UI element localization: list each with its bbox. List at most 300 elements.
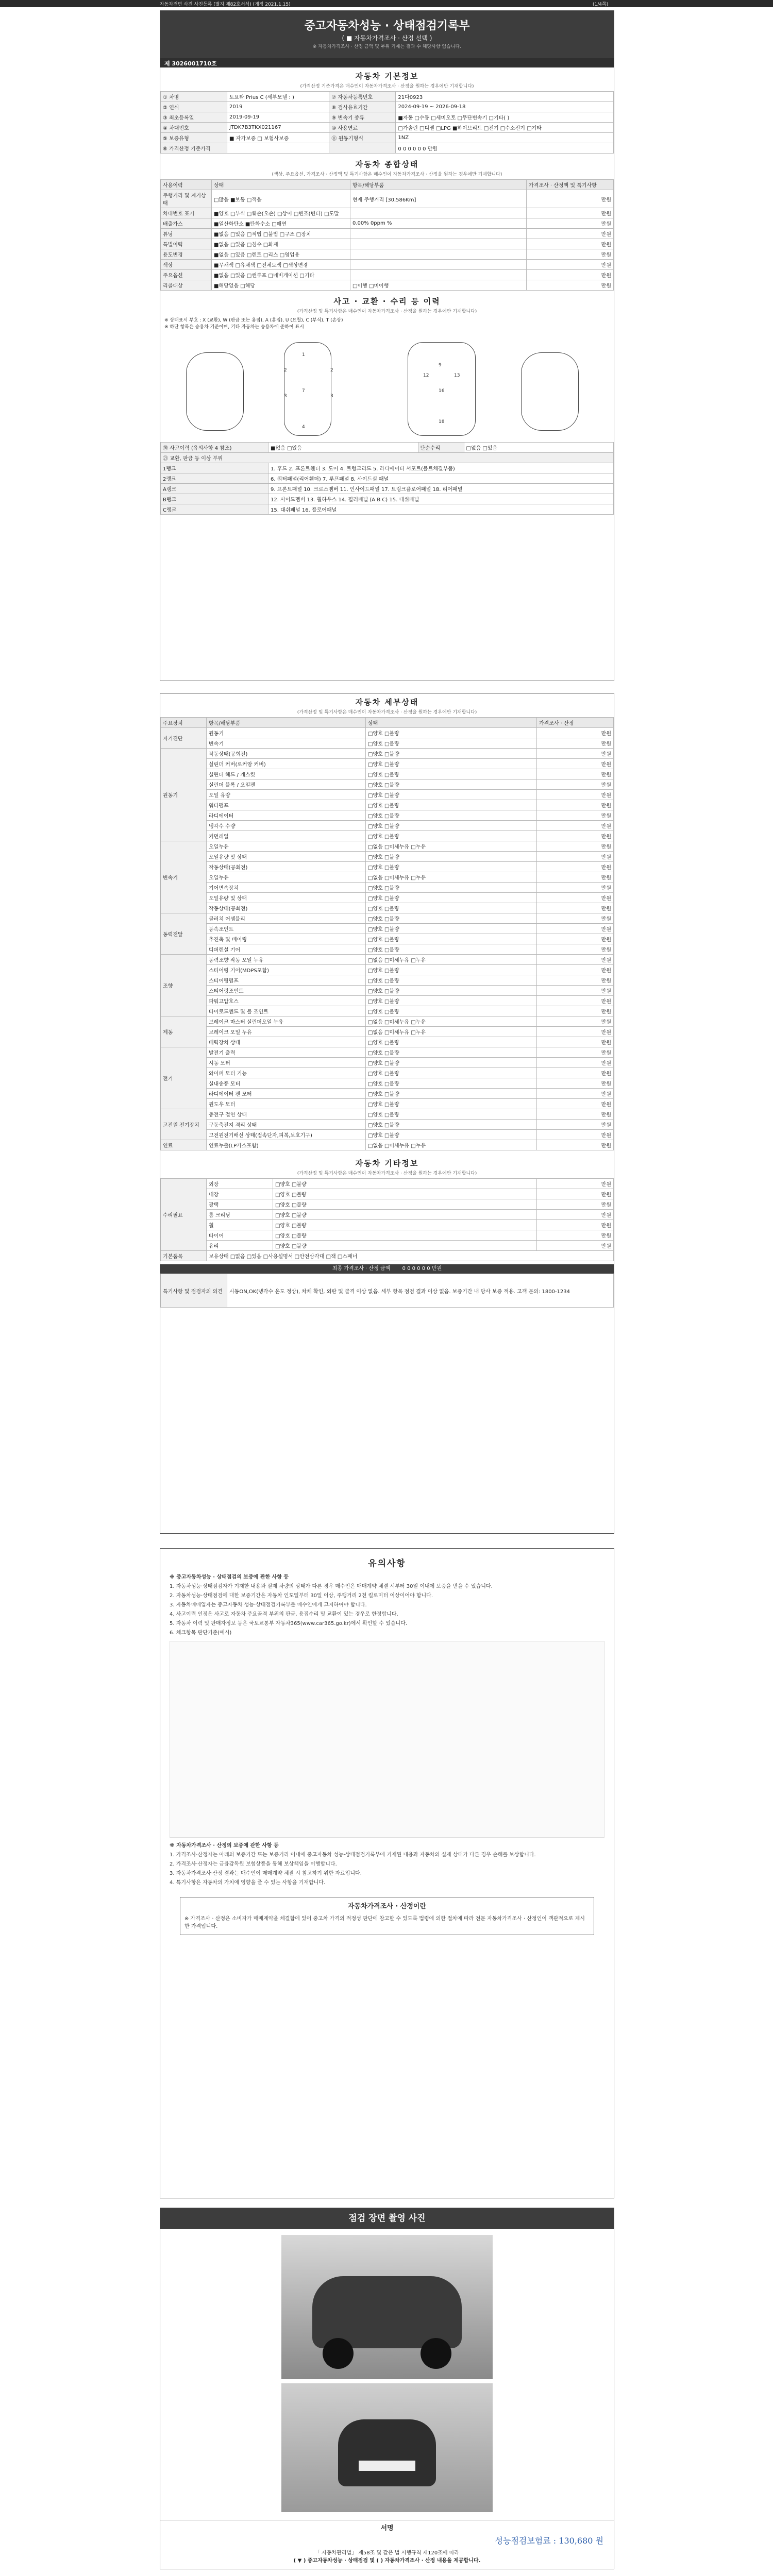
overall-label: 튜닝	[161, 229, 212, 239]
insurance-fee: 성능점검보험료 : 130,680 원	[495, 2536, 603, 2546]
detail-status: □양호 □불량	[366, 1120, 537, 1130]
etc-price: 만원	[537, 1199, 614, 1210]
overall-label: 배출가스	[161, 218, 212, 229]
accident-legend-2: ※ 하단 항목은 승용차 기준이며, 기타 자동차는 승용차에 준하여 표시	[164, 325, 304, 330]
detail-item: 배력장치 상태	[207, 1037, 366, 1047]
basic-label-2: ⑨ 변속기 종류	[329, 112, 396, 123]
etc-price: 만원	[537, 1230, 614, 1241]
basic-value: 2019	[227, 102, 329, 112]
detail-item: 충전구 절연 상태	[207, 1109, 366, 1120]
detail-item: 작동상태(공회전)	[207, 862, 366, 872]
detail-price: 만원	[537, 821, 614, 831]
detail-status: □양호 □불량	[366, 800, 537, 810]
overall-col: 상태	[212, 180, 350, 190]
detail-group: 연료	[161, 1140, 207, 1150]
detail-price: 만원	[537, 1120, 614, 1130]
overall-status: ■없음 □있음 □썬루프 □네비게이션 □기타	[212, 270, 350, 280]
final-sum-value: 0 0 0 0 0 0 만원	[402, 1266, 442, 1272]
basic-value-2: □가솔린 □디젤 □LPG ■하이브리드 □전기 □수소전기 □기타	[396, 123, 614, 133]
overall-status: ■일산화탄소 ■탄화수소 □매연	[212, 218, 350, 229]
overall-item	[350, 260, 527, 270]
detail-price: 만원	[537, 924, 614, 934]
detail-item: 디퍼렌셜 기어	[207, 944, 366, 955]
detail-note: (가격산정 및 특기사항은 매수인이 자동차가격조사 · 산정을 원하는 경우에만 기재합니다)	[297, 710, 477, 715]
detail-price: 만원	[537, 1037, 614, 1047]
car-front-view	[186, 352, 244, 431]
overall-price: 만원	[527, 208, 614, 218]
detail-status: □양호 □불량	[366, 934, 537, 944]
overall-label: 특별이력	[161, 239, 212, 249]
detail-item: 추진축 및 베어링	[207, 934, 366, 944]
detail-price: 만원	[537, 1078, 614, 1089]
detail-item: 냉각수 수량	[207, 821, 366, 831]
overall-item: 현재 주행거리 [30,586Km]	[350, 190, 527, 208]
detail-status: □양호 □불량	[366, 913, 537, 924]
etc-note: (가격산정 및 특기사항은 매수인이 자동차가격조사 · 산정을 원하는 경우에만 기재합니다)	[297, 1171, 477, 1176]
detail-price: 만원	[537, 1099, 614, 1109]
detail-item: 타이로드엔드 및 볼 조인트	[207, 1006, 366, 1016]
detail-status: □양호 □불량	[366, 986, 537, 996]
basic-label-2: ⑧ 검사유효기간	[329, 102, 396, 112]
special-notes-table	[160, 1274, 614, 1308]
detail-item: 등속조인트	[207, 924, 366, 934]
overall-item: □이행 □미이행	[350, 280, 527, 291]
detail-item: 워터펌프	[207, 800, 366, 810]
detail-heading: 자동차 세부상태	[355, 698, 419, 707]
detail-status: □양호 □불량	[366, 1058, 537, 1068]
etc-item: 타이어	[207, 1230, 273, 1241]
price-info-text: ※ 가격조사 · 산정은 소비자가 매매계약을 체결함에 있어 중고차 가격의 적정성 판단에 참고할 수 있도록 법령에 의한 절차에 따라 전문 자동차가격조사 · 산정인이 객관적으로 제시한 가격입니다.	[184, 1916, 585, 1929]
detail-col: 항목/해당부품	[207, 718, 366, 728]
notice-item: 4. 사고이력 인정은 사고로 자동차 주요골격 부위의 판금, 용접수리 및 교환이 있는 경우로 한정합니다.	[170, 1612, 398, 1617]
detail-price: 만원	[537, 872, 614, 883]
etc-price: 만원	[537, 1241, 614, 1251]
basic-value: 토요타 Prius C (세부모델 : )	[227, 92, 329, 102]
simple-repair-value: □없음 □있음	[464, 443, 614, 453]
notice-item: 5. 자동차 이력 및 판매자정보 등은 국토교통부 자동차365(www.car365.go.kr)에서 확인할 수 있습니다.	[170, 1621, 408, 1626]
detail-item: 원동기	[207, 728, 366, 738]
detail-status: □양호 □불량	[366, 1047, 537, 1058]
detail-group: 동력전달	[161, 913, 207, 955]
detail-col: 상태	[366, 718, 537, 728]
etc-item: 외장	[207, 1179, 273, 1189]
detail-group: 자기진단	[161, 728, 207, 749]
detail-item: 스티어링펌프	[207, 975, 366, 986]
car-diagram: 1 2 2 7 3 3 4 9 16 12 13 18	[165, 332, 609, 440]
detail-price: 만원	[537, 1109, 614, 1120]
overall-item	[350, 239, 527, 249]
overall-item	[350, 249, 527, 260]
detail-status: □양호 □불량	[366, 924, 537, 934]
detail-price: 만원	[537, 986, 614, 996]
etc-price: 만원	[537, 1220, 614, 1230]
top-bar	[0, 0, 773, 7]
detail-price: 만원	[537, 1130, 614, 1140]
etc-item: 유리	[207, 1241, 273, 1251]
detail-item: 오일유량 및 상태	[207, 852, 366, 862]
detail-group: 제동	[161, 1016, 207, 1047]
notice-heading: 유의사항	[368, 1558, 406, 1569]
detail-price: 만원	[537, 913, 614, 924]
detail-status: □양호 □불량	[366, 831, 537, 841]
overall-price: 만원	[527, 229, 614, 239]
detail-item: 기어변속장치	[207, 883, 366, 893]
simple-repair-label: 단순수리	[418, 443, 464, 453]
notice-item: 1. 자동차성능·상태점검자가 기재한 내용과 실제 차량의 상태가 다른 경우 매수인은 매매계약 체결 시부터 30일 이내에 보증을 받을 수 있습니다.	[170, 1584, 493, 1589]
notice-subheading-2: ※ 자동차가격조사 · 산정의 보증에 관한 사항 등	[170, 1843, 279, 1849]
overall-price: 만원	[527, 249, 614, 260]
detail-status: □양호 □불량	[366, 996, 537, 1006]
detail-price: 만원	[537, 1006, 614, 1016]
detail-item: 실린더 커버(로커암 커버)	[207, 759, 366, 769]
part-rank: C랭크	[161, 504, 268, 515]
detail-price: 만원	[537, 903, 614, 913]
special-notes-value: 시동ON,OK(냉각수 온도 정상), 차체 확인, 외판 및 골격 이상 없음. 세부 항목 점검 결과 이상 없음. 보증기간 내 당사 보증 적용. 고객 문의: 1800-1234	[227, 1274, 614, 1308]
document-number: 제 3026001710호	[160, 58, 614, 67]
notice-item: 1. 가격조사·산정자는 아래의 보증기간 또는 보증거리 이내에 중고자동차 성능·상태점검기록부에 기재된 내용과 자동차의 실제 상태가 다른 경우 손해를 보상합니다.	[170, 1852, 536, 1858]
detail-item: 브레이크 오일 누유	[207, 1027, 366, 1037]
detail-status: □양호 □불량	[366, 975, 537, 986]
page-4	[160, 2208, 614, 2569]
page-1	[160, 10, 614, 681]
detail-item: 스티어링조인트	[207, 986, 366, 996]
notice-item: 6. 체크항목 판단기준(예시)	[170, 1630, 232, 1636]
detail-price: 만원	[537, 975, 614, 986]
etc-table	[160, 1178, 614, 1261]
detail-status: □없음 □미세누유 □누유	[366, 1016, 537, 1027]
notice-item: 2. 가격조사·산정자는 금융감독원 보험상품을 통해 보상책임을 이행합니다.	[170, 1861, 337, 1867]
detail-group: 변속기	[161, 841, 207, 913]
detail-item: 라디에이터 팬 모터	[207, 1089, 366, 1099]
detail-item: 실내송풍 모터	[207, 1078, 366, 1089]
detail-group: 조향	[161, 955, 207, 1016]
etc-price: 만원	[537, 1210, 614, 1220]
basic-value: JTDK7B3TKX021167	[227, 123, 329, 133]
basic-info-table	[160, 91, 614, 154]
detail-group: 전기	[161, 1047, 207, 1109]
detail-price: 만원	[537, 965, 614, 975]
overall-label: 용도변경	[161, 249, 212, 260]
detail-price: 만원	[537, 831, 614, 841]
overall-col: 항목/해당부품	[350, 180, 527, 190]
notice-item: 4. 특기사항은 자동차의 가치에 영향을 줄 수 있는 사항을 기재합니다.	[170, 1880, 326, 1886]
detail-status: □양호 □불량	[366, 790, 537, 800]
detail-price: 만원	[537, 1016, 614, 1027]
overall-status: ■없음 □있음 □렌트 □리스 □영업용	[212, 249, 350, 260]
detail-status: □양호 □불량	[366, 1078, 537, 1089]
overall-label: 주행거리 및 계기상태	[161, 190, 212, 208]
etc-status: □양호 □불량	[273, 1241, 537, 1251]
detail-price: 만원	[537, 883, 614, 893]
accident-heading: 사고 · 교환 · 수리 등 이력	[333, 297, 441, 306]
overall-price: 만원	[527, 239, 614, 249]
detail-price: 만원	[537, 749, 614, 759]
topbar-right: (1/4쪽)	[593, 2, 609, 7]
notice-subheading: ※ 중고자동차성능 · 상태점검의 보증에 관한 사항 등	[170, 1574, 289, 1580]
detail-item: 실린더 헤드 / 개스킷	[207, 769, 366, 779]
signature-line-1: 「 자동차관리법」 제58조 및 같은 법 시행규칙 제120조에 따라	[314, 2550, 460, 2556]
detail-status: □양호 □불량	[366, 1068, 537, 1078]
overall-item	[350, 270, 527, 280]
detail-price: 만원	[537, 955, 614, 965]
basic-value-2: 1NZ	[396, 133, 614, 143]
detail-status: □양호 □불량	[366, 862, 537, 872]
detail-item: 발전기 출력	[207, 1047, 366, 1058]
etc-status: □양호 □불량	[273, 1220, 537, 1230]
detail-col: 주요장치	[161, 718, 207, 728]
accident-table	[160, 442, 614, 515]
detail-table	[160, 717, 614, 1150]
accident-history-value: ■없음 □있음	[268, 443, 418, 453]
detail-price: 만원	[537, 810, 614, 821]
overall-col: 사용이력	[161, 180, 212, 190]
detail-status: □양호 □불량	[366, 1006, 537, 1016]
notice-item: 2. 자동차성능·상태점검에 대한 보증기간은 자동차 인도일부터 30일 이상, 주행거리 2천 킬로미터 이상이어야 합니다.	[170, 1593, 433, 1599]
accident-history-label: ⑳ 사고이력 (유의사항 4 참조)	[161, 443, 268, 453]
basic-value-2: ■자동 □수동 □세미오토 □무단변속기 □기타( )	[396, 112, 614, 123]
detail-status: □없음 □미세누유 □누유	[366, 955, 537, 965]
topbar-left: 자동차전면 사진 사진등록 (별지 제82호서식) (개정 2021.1.15)	[160, 2, 291, 7]
basic-items-value: 보유상태 □없음 □있음 □사용설명서 □안전삼각대 □잭 □스패너	[207, 1251, 614, 1261]
overall-price: 만원	[527, 280, 614, 291]
detail-price: 만원	[537, 728, 614, 738]
detail-item: 오일유량 및 상태	[207, 893, 366, 903]
detail-status: □양호 □불량	[366, 1089, 537, 1099]
detail-price: 만원	[537, 759, 614, 769]
detail-status: □양호 □불량	[366, 769, 537, 779]
basic-label: ④ 차대번호	[161, 123, 227, 133]
detail-status: □양호 □불량	[366, 965, 537, 975]
detail-item: 파워고압호스	[207, 996, 366, 1006]
price-info-box	[180, 1897, 594, 1935]
document-header	[160, 11, 614, 58]
detail-status: □없음 □미세누유 □누유	[366, 1027, 537, 1037]
basic-label-2	[329, 143, 396, 154]
signature-heading: 서명	[380, 2524, 394, 2532]
detail-item: 오일 유량	[207, 790, 366, 800]
detail-item: 윈도우 모터	[207, 1099, 366, 1109]
overall-status: ■해당없음 □해당	[212, 280, 350, 291]
document-title: 중고자동차성능 · 상태점검기록부	[304, 20, 470, 32]
part-rank: 2랭크	[161, 473, 268, 484]
detail-price: 만원	[537, 862, 614, 872]
detail-price: 만원	[537, 1140, 614, 1150]
final-sum-label: 최종 가격조사 · 산정 금액	[332, 1266, 391, 1272]
final-sum-bar	[160, 1264, 614, 1274]
overall-status: ■없음 □있음 □침수 □화재	[212, 239, 350, 249]
etc-heading: 자동차 기타정보	[355, 1159, 419, 1168]
detail-price: 만원	[537, 1027, 614, 1037]
signature-line-2: ( ▼ ) 중고자동차성능 · 상태점검 및 ( ) 자동차가격조사 · 산정 내용을 제공합니다.	[293, 2558, 481, 2564]
part-items: 15. 대쉬패널 16. 플로어패널	[268, 504, 614, 515]
page-2	[160, 693, 614, 1534]
part-rank: B랭크	[161, 494, 268, 504]
price-info-title: 자동차가격조사 · 산정이란	[347, 1903, 427, 1910]
part-rank: 1랭크	[161, 463, 268, 473]
basic-label: ⑥ 가격산정 기준가격	[161, 143, 227, 154]
notice-item: 3. 자동차매매업자는 중고자동차 성능·상태점검기록부를 매수인에게 고지하여야 합니다.	[170, 1602, 367, 1608]
repair-needed-label: 수리필요	[161, 1179, 207, 1251]
detail-price: 만원	[537, 934, 614, 944]
basic-label-2: ⑩ 사용연료	[329, 123, 396, 133]
detail-item: 스티어링 기어(MDPS포함)	[207, 965, 366, 975]
basic-value	[227, 143, 329, 154]
etc-item: 휠	[207, 1220, 273, 1230]
detail-status: □양호 □불량	[366, 759, 537, 769]
document-subtitle: ( ■ 자동차가격조사 · 산정 선택 )	[342, 35, 432, 42]
detail-item: 오일누유	[207, 841, 366, 852]
overall-col: 가격조사 · 산정액 및 특기사항	[527, 180, 614, 190]
basic-value-2: 21다0923	[396, 92, 614, 102]
part-items: 9. 프론트패널 10. 크로스멤버 11. 인사이드패널 17. 트렁크플로어패널 18. 리어패널	[268, 484, 614, 494]
detail-status: □양호 □불량	[366, 779, 537, 790]
detail-price: 만원	[537, 1047, 614, 1058]
inspection-photo-2	[281, 2383, 493, 2512]
overall-note: (색상, 주요옵션, 가격조사 · 산정액 및 특기사항은 매수인이 자동차가격조사 · 산정을 원하는 경우에만 기재합니다)	[272, 172, 502, 177]
basic-label-2: ⑦ 자동차등록번호	[329, 92, 396, 102]
detail-item: 시동 모터	[207, 1058, 366, 1068]
detail-status: □양호 □불량	[366, 903, 537, 913]
page-3	[160, 1548, 614, 2198]
overall-label: 주요옵션	[161, 270, 212, 280]
detail-status: □양호 □불량	[366, 1099, 537, 1109]
overall-label: 리콜대상	[161, 280, 212, 291]
detail-item: 라디에이터	[207, 810, 366, 821]
detail-price: 만원	[537, 800, 614, 810]
overall-item	[350, 208, 527, 218]
part-items: 6. 쿼터패널(리어휀더) 7. 루프패널 8. 사이드실 패널	[268, 473, 614, 484]
detail-price: 만원	[537, 996, 614, 1006]
etc-item: 룸 크리닝	[207, 1210, 273, 1220]
detail-status: □양호 □불량	[366, 1037, 537, 1047]
detail-price: 만원	[537, 779, 614, 790]
special-notes-label: 특기사항 및 점검자의 의견	[161, 1274, 227, 1308]
basic-value: ■ 자가보증 □ 보험사보증	[227, 133, 329, 143]
part-items: 1. 후드 2. 프론트휀더 3. 도어 4. 트렁크리드 5. 라디에이터 서포트(볼트체결부품)	[268, 463, 614, 473]
basic-value: 2019-09-19	[227, 112, 329, 123]
overall-status: □많음 ■보통 □적음	[212, 190, 350, 208]
car-rear-view	[521, 352, 579, 431]
detail-status: □양호 □불량	[366, 944, 537, 955]
overall-table	[160, 179, 614, 291]
overall-status: ■무채색 □유채색 □전체도색 □색상변경	[212, 260, 350, 270]
overall-price: 만원	[527, 218, 614, 229]
part-rank: A랭크	[161, 484, 268, 494]
overall-price: 만원	[527, 270, 614, 280]
detail-item: 오일누유	[207, 872, 366, 883]
signature-section	[160, 2520, 614, 2564]
etc-item: 광택	[207, 1199, 273, 1210]
detail-price: 만원	[537, 1089, 614, 1099]
basic-value-2: 2024-09-19 ~ 2026-09-18	[396, 102, 614, 112]
detail-status: □양호 □불량	[366, 893, 537, 903]
detail-item: 구동축전지 격리 상태	[207, 1120, 366, 1130]
etc-status: □양호 □불량	[273, 1189, 537, 1199]
detail-item: 변속기	[207, 738, 366, 749]
detail-status: □양호 □불량	[366, 821, 537, 831]
car-top-view	[284, 342, 331, 436]
detail-item: 실린더 블록 / 오일팬	[207, 779, 366, 790]
etc-status: □양호 □불량	[273, 1179, 537, 1189]
detail-status: □양호 □불량	[366, 852, 537, 862]
accident-note: (가격산정 및 특기사항은 매수인이 자동차가격조사 · 산정을 원하는 경우에만 기재합니다)	[297, 309, 477, 314]
photo-heading: 점검 장면 촬영 사진	[160, 2208, 614, 2229]
detail-status: □양호 □불량	[366, 810, 537, 821]
detail-status: □양호 □불량	[366, 883, 537, 893]
overall-label: 차대번호 표기	[161, 208, 212, 218]
detail-price: 만원	[537, 852, 614, 862]
detail-status: □양호 □불량	[366, 728, 537, 738]
basic-label: ① 차명	[161, 92, 227, 102]
etc-item: 내장	[207, 1189, 273, 1199]
basic-items-label: 기본품목	[161, 1251, 207, 1261]
detail-group: 고전원 전기장치	[161, 1109, 207, 1140]
detail-status: □양호 □불량	[366, 1130, 537, 1140]
detail-item: 연료누출(LP가스포함)	[207, 1140, 366, 1150]
detail-item: 고전원전기배선 상태(접속단자,피복,보호기구)	[207, 1130, 366, 1140]
inspection-photo-1	[281, 2235, 493, 2379]
detail-status: □양호 □불량	[366, 738, 537, 749]
etc-status: □양호 □불량	[273, 1230, 537, 1241]
overall-heading: 자동차 종합상태	[355, 160, 419, 169]
etc-status: □양호 □불량	[273, 1210, 537, 1220]
detail-item: 와이퍼 모터 기능	[207, 1068, 366, 1078]
detail-price: 만원	[537, 738, 614, 749]
detail-group: 원동기	[161, 749, 207, 841]
basic-value-2: 0 0 0 0 0 0 만원	[396, 143, 614, 154]
detail-status: □양호 □불량	[366, 749, 537, 759]
etc-price: 만원	[537, 1179, 614, 1189]
overall-item: 0.00% 0ppm %	[350, 218, 527, 229]
detail-price: 만원	[537, 790, 614, 800]
basic-label-2: ⑪ 원동기형식	[329, 133, 396, 143]
etc-price: 만원	[537, 1189, 614, 1199]
basic-label: ② 연식	[161, 102, 227, 112]
detail-status: □없음 □미세누유 □누유	[366, 872, 537, 883]
detail-price: 만원	[537, 769, 614, 779]
part-items: 12. 사이드멤버 13. 휠하우스 14. 필러패널 (A B C) 15. 대쉬패널	[268, 494, 614, 504]
detail-price: 만원	[537, 1058, 614, 1068]
accident-legend: ※ 상태표시 부호 : X (교환), W (판금 또는 용접), A (흠집), U (요철), C (부식), T (손상)	[164, 318, 343, 323]
detail-status: □없음 □미세누유 □누유	[366, 841, 537, 852]
notice-section-1	[160, 1569, 614, 1938]
basic-info-heading: 자동차 기본정보	[355, 72, 419, 81]
detail-status: □양호 □불량	[366, 1109, 537, 1120]
basic-info-note: (가격산정 기준가격은 매수인이 자동차가격조사 · 산정을 원하는 경우에만 기재합니다)	[300, 84, 474, 89]
detail-price: 만원	[537, 1068, 614, 1078]
detail-price: 만원	[537, 944, 614, 955]
detail-item: 브레이크 마스터 실린더오일 누유	[207, 1016, 366, 1027]
detail-item: 동력조향 작동 오일 누유	[207, 955, 366, 965]
detail-item: 클러치 어셈블리	[207, 913, 366, 924]
detail-status: □없음 □미세누유 □누유	[366, 1140, 537, 1150]
criteria-text-block	[170, 1641, 604, 1838]
overall-price: 만원	[527, 190, 614, 208]
detail-item: 작동상태(공회전)	[207, 749, 366, 759]
detail-item: 작동상태(공회전)	[207, 903, 366, 913]
detail-price: 만원	[537, 893, 614, 903]
etc-status: □양호 □불량	[273, 1199, 537, 1210]
document-note: ※ 자동차가격조사 · 산정 금액 및 부위 기재는 결과 수 해당사항 없습니다.	[312, 44, 462, 49]
basic-label: ③ 최초등록일	[161, 112, 227, 123]
detail-item: 커먼레일	[207, 831, 366, 841]
overall-label: 색상	[161, 260, 212, 270]
basic-label: ⑤ 보증유형	[161, 133, 227, 143]
overall-price: 만원	[527, 260, 614, 270]
detail-price: 만원	[537, 841, 614, 852]
detail-col: 가격조사 · 산정	[537, 718, 614, 728]
notice-item: 3. 자동차가격조사·산정 결과는 매수인이 매매계약 체결 시 참고하기 위한 자료입니다.	[170, 1871, 362, 1876]
